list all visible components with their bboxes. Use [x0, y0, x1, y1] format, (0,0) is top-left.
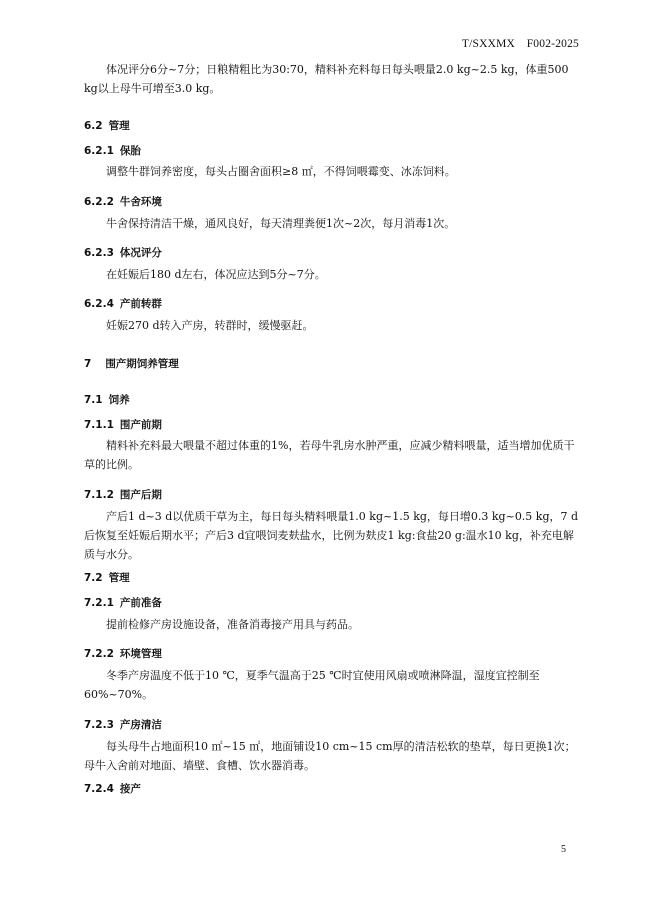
section-title: 体况评分 [119, 247, 162, 259]
paragraph: 牛舍保持清洁干燥，通风良好，每天清理粪便1次~2次，每月消毒1次。 [106, 217, 456, 230]
paragraph: 每头母牛占地面积10 ㎡~15 ㎡，地面铺设10 cm~15 cm厚的清洁松软的垫草，每日更换1次；母牛入舍前对地面、墙壁、食槽、饮水器消毒。 [84, 740, 576, 772]
section-number: 7.1.2 [84, 489, 114, 501]
page-number: 5 [561, 844, 566, 855]
paragraph: 在妊娠后180 d左右，体况应达到5分~7分。 [106, 268, 326, 281]
section-title: 管理 [108, 572, 130, 584]
paragraph: 冬季产房温度不低于10 ℃，夏季气温高于25 ℃时宜使用风扇或喷淋降温，湿度宜控制至60%~70%。 [84, 669, 540, 701]
paragraph: 产后1 d~3 d以优质干草为主，每日每头精料喂量1.0 kg~1.5 kg，每日增0.3 kg~0.5 kg，7 d后恢复至妊娠后期水平；产后3 d宜喂饲麦麸盐水，比例为麸皮1 kg:食盐20 g:温水10 kg，补充电解质与水分。 [84, 510, 579, 561]
section-number: 6.2.4 [84, 298, 114, 310]
section-title: 产前准备 [119, 597, 162, 609]
section-title: 接产 [119, 783, 141, 795]
subsection-heading [84, 296, 162, 311]
section-title: 保胎 [119, 145, 141, 157]
section-title: 管理 [108, 120, 130, 132]
section-number: 7.1 [84, 394, 103, 406]
page-header: T/SXXMX F002-2025 [461, 38, 579, 50]
paragraph: 精料补充料最大喂量不超过体重的1%，若母牛乳房水肿严重，应减少精料喂量，适当增加优质干草的比例。 [84, 439, 575, 471]
section-title: 产前转群 [119, 298, 162, 310]
section-title: 围产后期 [119, 489, 162, 501]
section-heading [84, 570, 130, 585]
section-number: 6.2.1 [84, 145, 114, 157]
section-number: 6.2.3 [84, 247, 114, 259]
section-title: 围产前期 [119, 419, 162, 431]
section-number: 7 [84, 358, 92, 370]
section-number: 7.1.1 [84, 419, 114, 431]
section-number: 7.2.1 [84, 597, 114, 609]
section-title: 饲养 [108, 394, 130, 406]
subsection-heading [84, 781, 141, 796]
paragraph: 体况评分6分~7分；日粮精粗比为30:70，精料补充料每日每头喂量2.0 kg~2.5 kg，体重500 kg以上母牛可增至3.0 kg。 [84, 63, 569, 95]
section-title: 产房清洁 [119, 719, 162, 731]
subsection-heading [84, 194, 162, 209]
section-heading [84, 118, 130, 133]
subsection-heading [84, 595, 162, 610]
section-number: 7.2.4 [84, 783, 114, 795]
chapter-heading [84, 356, 179, 371]
section-title: 牛舍环境 [119, 196, 162, 208]
subsection-heading [84, 143, 141, 158]
section-number: 6.2 [84, 120, 103, 132]
section-number: 7.2 [84, 572, 103, 584]
section-number: 7.2.2 [84, 648, 114, 660]
paragraph: 提前检修产房设施设备，准备消毒接产用具与药品。 [106, 618, 359, 631]
subsection-heading [84, 245, 162, 260]
paragraph: 妊娠270 d转入产房，转群时，缓慢驱赶。 [106, 319, 314, 332]
subsection-heading [84, 487, 162, 502]
section-number: 7.2.3 [84, 719, 114, 731]
section-title: 围产期饲养管理 [105, 358, 179, 370]
section-number: 6.2.2 [84, 196, 114, 208]
section-heading [84, 392, 130, 407]
section-title: 环境管理 [119, 648, 162, 660]
paragraph: 调整牛群饲养密度，每头占圈舍面积≥8 ㎡，不得饲喂霉变、冰冻饲料。 [106, 165, 456, 178]
subsection-heading [84, 646, 162, 661]
subsection-heading [84, 417, 162, 432]
subsection-heading [84, 717, 162, 732]
